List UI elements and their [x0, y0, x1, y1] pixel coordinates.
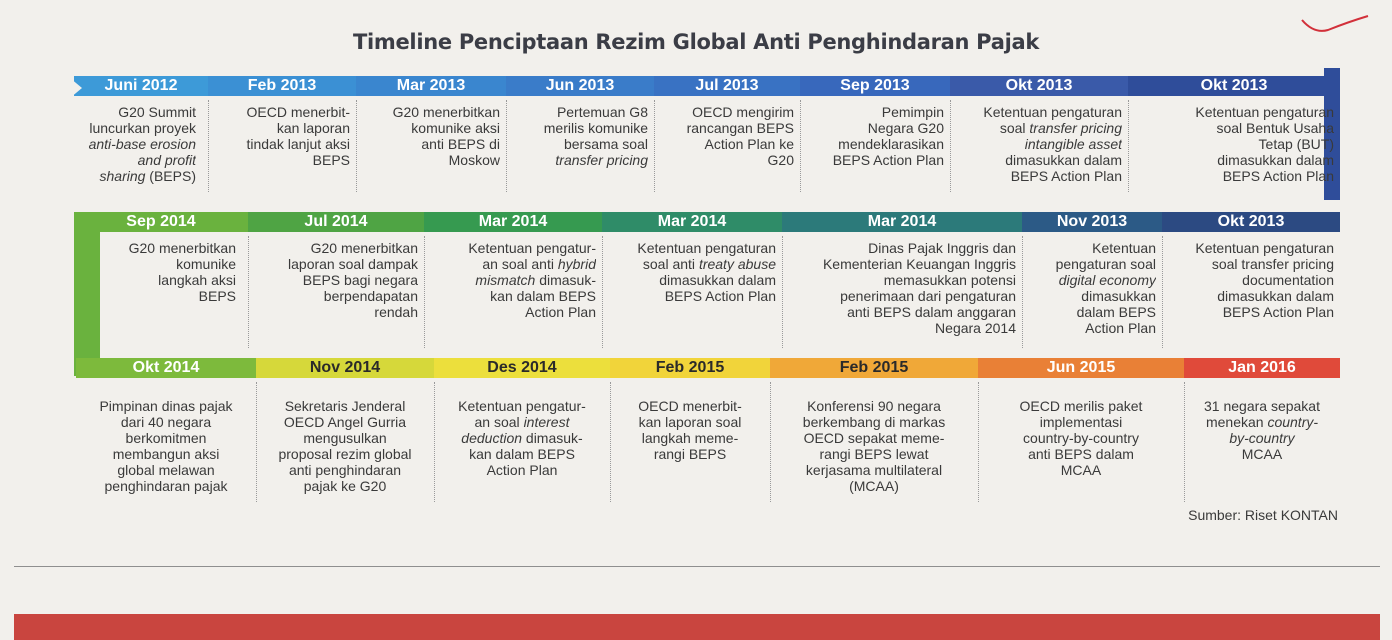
- column-separator: [950, 100, 951, 192]
- timeline-event-3-1: Pimpinan dinas pajak dari 40 negara berkomitmen membangun aksi global melawan penghindaran pajak: [99, 398, 233, 494]
- column-separator: [424, 236, 425, 348]
- column-separator: [770, 382, 771, 502]
- timeline-event-1-2: OECD menerbit- kan laporan tindak lanjut aksi BEPS: [246, 104, 350, 168]
- column-separator: [356, 100, 357, 192]
- column-separator: [978, 382, 979, 502]
- timeline-date-2-4: Mar 2014: [602, 212, 782, 232]
- timeline-event-1-7: Ketentuan pengaturan soal transfer pricing intangible asset dimasukkan dalam BEPS Action Plan: [983, 104, 1122, 184]
- timeline-date-2-5: Mar 2014: [782, 212, 1022, 232]
- bottom-red-bar: [14, 614, 1380, 640]
- column-separator: [248, 236, 249, 348]
- timeline-date-2-2: Jul 2014: [248, 212, 424, 232]
- source-credit: Sumber: Riset KONTAN: [1188, 507, 1338, 523]
- timeline-event-3-3: Ketentuan pengatur- an soal interest deduction dimasuk- kan dalam BEPS Action Plan: [458, 398, 586, 478]
- column-separator: [208, 100, 209, 192]
- timeline-date-3-2: Nov 2014: [256, 358, 434, 378]
- timeline-start-arrow: [70, 78, 82, 98]
- page-title: Timeline Penciptaan Rezim Global Anti Penghindaran Pajak: [352, 30, 1040, 54]
- timeline-event-3-5: Konferensi 90 negara berkembang di markas OECD sepakat meme- rangi BEPS lewat kerjasama multilateral (MCAA): [802, 398, 946, 494]
- timeline-event-3-4: OECD menerbit- kan laporan soal langkah meme- rangi BEPS: [638, 398, 742, 462]
- timeline-event-3-2: Sekretaris Jenderal OECD Angel Gurria mengusulkan proposal rezim global anti penghindaran pajak ke G20: [278, 398, 412, 494]
- timeline-date-1-6: Sep 2013: [800, 76, 950, 96]
- column-separator: [256, 382, 257, 502]
- timeline-date-3-3: Des 2014: [434, 358, 610, 378]
- timeline-date-3-6: Jun 2015: [978, 358, 1184, 378]
- column-separator: [1128, 100, 1129, 192]
- timeline-date-2-7: Okt 2013: [1162, 212, 1340, 232]
- timeline-event-3-7: 31 negara sepakat menekan country- by-country MCAA: [1204, 398, 1320, 462]
- timeline-date-3-4: Feb 2015: [610, 358, 770, 378]
- timeline-event-2-4: Ketentuan pengaturan soal anti treaty abuse dimasukkan dalam BEPS Action Plan: [637, 240, 776, 304]
- timeline-date-3-1: Okt 2014: [76, 358, 256, 378]
- timeline-event-2-7: Ketentuan pengaturan soal transfer pricing documentation dimasukkan dalam BEPS Action Plan: [1195, 240, 1334, 320]
- timeline-event-2-3: Ketentuan pengatur- an soal anti hybrid mismatch dimasuk- kan dalam BEPS Action Plan: [468, 240, 596, 320]
- timeline-date-2-1: Sep 2014: [74, 212, 248, 232]
- timeline-date-1-1: Juni 2012: [74, 76, 208, 96]
- timeline-date-2-6: Nov 2013: [1022, 212, 1162, 232]
- divider-line: [14, 566, 1380, 567]
- column-separator: [1162, 236, 1163, 348]
- timeline-date-1-8: Okt 2013: [1128, 76, 1340, 96]
- column-separator: [602, 236, 603, 348]
- column-separator: [610, 382, 611, 502]
- timeline-event-2-1: G20 menerbitkan komunike langkah aksi BEPS: [128, 240, 236, 304]
- column-separator: [506, 100, 507, 192]
- column-separator: [654, 100, 655, 192]
- timeline-event-1-6: Pemimpin Negara G20 mendeklarasikan BEPS Action Plan: [832, 104, 944, 168]
- timeline-event-1-3: G20 menerbitkan komunike aksi anti BEPS di Moskow: [392, 104, 500, 168]
- timeline-event-1-5: OECD mengirim rancangan BEPS Action Plan ke G20: [686, 104, 794, 168]
- column-separator: [1022, 236, 1023, 348]
- column-separator: [782, 236, 783, 348]
- timeline-event-1-1: G20 Summit luncurkan proyek anti-base erosion and profit sharing (BEPS): [88, 104, 196, 184]
- column-separator: [800, 100, 801, 192]
- timeline-event-2-2: G20 menerbitkan laporan soal dampak BEPS bagi negara berpendapatan rendah: [288, 240, 418, 320]
- timeline-event-1-8: Ketentuan pengaturan soal Bentuk Usaha Tetap (BUT) dimasukkan dalam BEPS Action Plan: [1195, 104, 1334, 184]
- column-separator: [1184, 382, 1185, 502]
- column-separator: [434, 382, 435, 502]
- red-check-mark: [1300, 12, 1370, 36]
- timeline-event-2-6: Ketentuan pengaturan soal digital economy dimasukkan dalam BEPS Action Plan: [1055, 240, 1156, 336]
- timeline-date-1-7: Okt 2013: [950, 76, 1128, 96]
- timeline-event-1-4: Pertemuan G8 merilis komunike bersama soal transfer pricing: [543, 104, 648, 168]
- timeline-event-3-6: OECD merilis paket implementasi country-by-country anti BEPS dalam MCAA: [1019, 398, 1143, 478]
- timeline-date-1-2: Feb 2013: [208, 76, 356, 96]
- timeline-date-1-4: Jun 2013: [506, 76, 654, 96]
- timeline-event-2-5: Dinas Pajak Inggris dan Kementerian Keuangan Inggris memasukkan potensi penerimaan dari pengaturan anti BEPS dalam anggaran Negara 2014: [822, 240, 1016, 336]
- timeline-date-3-7: Jan 2016: [1184, 358, 1340, 378]
- timeline-date-1-3: Mar 2013: [356, 76, 506, 96]
- timeline-date-3-5: Feb 2015: [770, 358, 978, 378]
- timeline-date-1-5: Jul 2013: [654, 76, 800, 96]
- timeline-date-2-3: Mar 2014: [424, 212, 602, 232]
